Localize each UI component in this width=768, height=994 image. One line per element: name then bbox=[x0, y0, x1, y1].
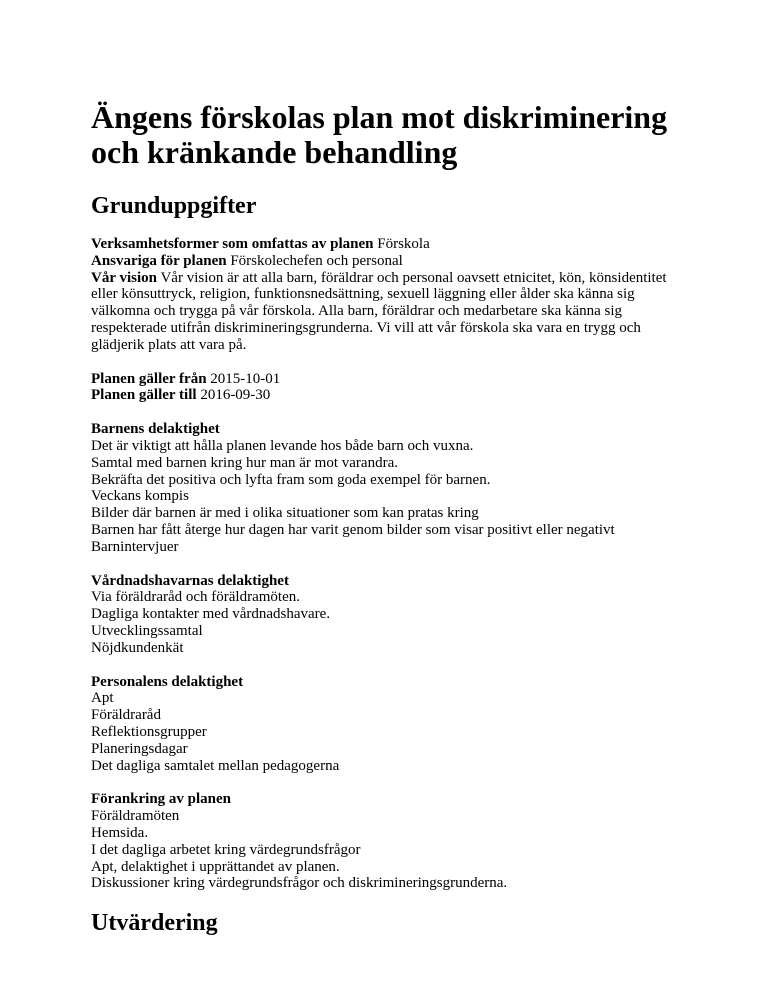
section-heading-utvardering: Utvärdering bbox=[91, 910, 218, 937]
vision-label: Vår vision bbox=[91, 269, 157, 286]
vardnad-line: Nöjdkundenkät bbox=[91, 639, 184, 656]
forankring-line: Apt, delaktighet i upprättandet av planen. bbox=[91, 858, 340, 875]
vardnad-line: Utvecklingssamtal bbox=[91, 622, 203, 639]
ansvariga-value: Förskolechefen och personal bbox=[230, 252, 403, 269]
document-page bbox=[91, 100, 691, 953]
personal-line: Föräldraråd bbox=[91, 707, 161, 724]
date-from-value: 2015-10-01 bbox=[210, 370, 281, 387]
barn-line: Bekräfta det positiva och lyfta fram som goda exempel för barnen. bbox=[91, 471, 491, 488]
forankring-heading: Förankring av planen bbox=[91, 791, 232, 808]
dates-block bbox=[91, 371, 691, 405]
document-title: Ängens förskolas plan mot diskriminering och kränkande behandling bbox=[91, 99, 668, 170]
personal-line: Apt bbox=[91, 690, 114, 707]
ansvariga-label: Ansvariga för planen bbox=[91, 252, 227, 269]
personal-line: Det dagliga samtalet mellan pedagogerna bbox=[91, 757, 340, 774]
date-from-label: Planen gäller från bbox=[91, 370, 207, 387]
personal-heading: Personalens delaktighet bbox=[91, 673, 244, 690]
personal-line: Planeringsdagar bbox=[91, 740, 188, 757]
date-to-line bbox=[91, 387, 691, 404]
date-to-value: 2016-09-30 bbox=[200, 387, 271, 404]
barn-line: Veckans kompis bbox=[91, 488, 189, 505]
vardnad-heading: Vårdnadshavarnas delaktighet bbox=[91, 572, 289, 589]
forankring-block bbox=[91, 791, 691, 892]
verksamhet-value: Förskola bbox=[377, 236, 430, 252]
barn-line: Samtal med barnen kring hur man är mot varandra. bbox=[91, 454, 398, 471]
personal-block bbox=[91, 674, 691, 775]
barn-line: Bilder där barnen är med i olika situationer som kan pratas kring bbox=[91, 505, 479, 522]
verksamhet-line bbox=[91, 236, 691, 253]
forankring-line: Föräldramöten bbox=[91, 808, 180, 825]
date-to-label: Planen gäller till bbox=[91, 387, 197, 404]
forankring-line: Hemsida. bbox=[91, 824, 149, 841]
section-heading-grunduppgifter: Grunduppgifter bbox=[91, 193, 257, 219]
vision-value: Vår vision är att alla barn, föräldrar och personal oavsett etnicitet, kön, könsidentitet eller könsuttryck, religion, funktionsnedsättning, sexuell läggning eller ålder ska känna sig välkomna och trygga på vår förskola. Alla barn, föräldrar och medarbetare ska känna sig respekterade utifrån diskrimineringsgrunderna. Vi vill att vår förskola ska vara en trygg och glädjerik plats att vara på. bbox=[91, 269, 667, 353]
info-block bbox=[91, 236, 691, 354]
barn-line: Barnen har fått återge hur dagen har varit genom bilder som visar positivt eller negativt bbox=[91, 521, 615, 538]
vardnad-block bbox=[91, 573, 691, 657]
verksamhet-label: Verksamhetsformer som omfattas av planen bbox=[91, 236, 374, 252]
date-from-line bbox=[91, 371, 691, 388]
ansvariga-line bbox=[91, 253, 691, 270]
barn-line: Det är viktigt att hålla planen levande hos både barn och vuxna. bbox=[91, 437, 474, 454]
barn-heading: Barnens delaktighet bbox=[91, 421, 220, 438]
forankring-line: I det dagliga arbetet kring värdegrundsfrågor bbox=[91, 841, 361, 858]
vision-line bbox=[91, 270, 691, 354]
vardnad-line: Dagliga kontakter med vårdnadshavare. bbox=[91, 606, 331, 623]
barn-line: Barnintervjuer bbox=[91, 538, 179, 555]
barn-block bbox=[91, 421, 691, 555]
personal-line: Reflektionsgrupper bbox=[91, 723, 207, 740]
vardnad-line: Via föräldraråd och föräldramöten. bbox=[91, 589, 300, 606]
forankring-line: Diskussioner kring värdegrundsfrågor och diskrimineringsgrunderna. bbox=[91, 875, 508, 892]
